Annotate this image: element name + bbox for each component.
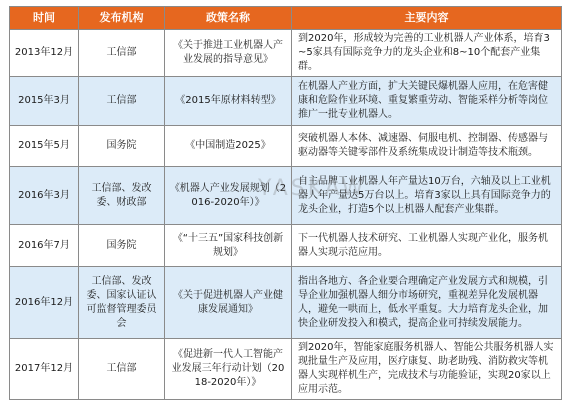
watermark-text: YASKAW [258,176,367,201]
cell-policy: 《2015年原材料转型》 [165,77,292,126]
cell-policy: 《中国制造2025》 [165,126,292,167]
cell-policy: 《关于促进机器人产业健康发展通知》 [165,267,292,339]
table-row [10,225,562,267]
cell-date: 2016年7月 [10,225,79,267]
cell-content: 在机器人产业方面，扩大关键民爆机器人应用，在危害健康和危险作业环境、重复繁重劳动、智能采样分析等岗位推广一批专业机器人。 [292,77,562,126]
cell-content: 到2020年，形成较为完善的工业机器人产业体系，培育3~5家具有国际竞争力的龙头企业和8~10个配套产业集群。 [292,30,562,77]
cell-org: 国务院 [79,225,165,267]
cell-content: 下一代机器人技术研究、工业机器人实现产业化，服务机器人实现示范应用。 [292,225,562,267]
cell-policy: 《机器人产业发展规划（2016-2020年）》 [165,167,292,225]
cell-org: 工信部 [79,30,165,77]
cell-org: 工信部 [79,77,165,126]
table-row [10,30,562,77]
header-policy: 政策名称 [165,7,292,30]
cell-policy: 《关于推进工业机器人产业发展的指导意见》 [165,30,292,77]
cell-date: 2015年3月 [10,77,79,126]
cell-content: 到2020年，智能家庭服务机器人、智能公共服务机器人实现批量生产及应用，医疗康复、助老助残、消防救灾等机器人实现样机生产，完成技术与功能验证，实现20家以上应用示范。 [292,339,562,400]
table-row [10,339,562,400]
cell-date: 2016年12月 [10,267,79,339]
table-header [10,7,562,30]
cell-policy: 《“十三五”国家科技创新规划》 [165,225,292,267]
table-row [10,267,562,339]
cell-date: 2015年5月 [10,126,79,167]
cell-date: 2017年12月 [10,339,79,400]
table-body [10,30,562,400]
cell-content: 指出各地方、各企业要合理确定产业发展方式和规模，引导企业加强机器人细分市场研究，重视差异化发展机器人，避免一哄而上，低水平重复。大力培育龙头企业，加快企业研发投入和模式，提高企业可持续发展能力。 [292,267,562,339]
cell-org: 工信部、发改委、财政部 [79,167,165,225]
header-row [10,7,562,30]
cell-org: 国务院 [79,126,165,167]
cell-org: 工信部、发改委、国家认证认可监督管理委员会 [79,267,165,339]
header-date: 时间 [10,7,79,30]
cell-content: 突破机器人本体、减速器、伺服电机、控制器、传感器与驱动器等关键零部件及系统集成设计制造等技术瓶颈。 [292,126,562,167]
header-org: 发布机构 [79,7,165,30]
cell-date: 2016年3月 [10,167,79,225]
cell-org: 工信部 [79,339,165,400]
table-row [10,167,562,225]
table-row [10,77,562,126]
header-content: 主要内容 [292,7,562,30]
cell-policy: 《促进新一代人工智能产业发展三年行动计划（2018-2020年）》 [165,339,292,400]
table-row [10,126,562,167]
cell-content: 自主品牌工业机器人年产量达10万台，六轴及以上工业机器人年产量达5万台以上。培育3家以上具有国际竞争力的龙头企业，打造5个以上机器人配套产业集群。 [292,167,562,225]
cell-date: 2013年12月 [10,30,79,77]
policy-table [9,6,562,400]
